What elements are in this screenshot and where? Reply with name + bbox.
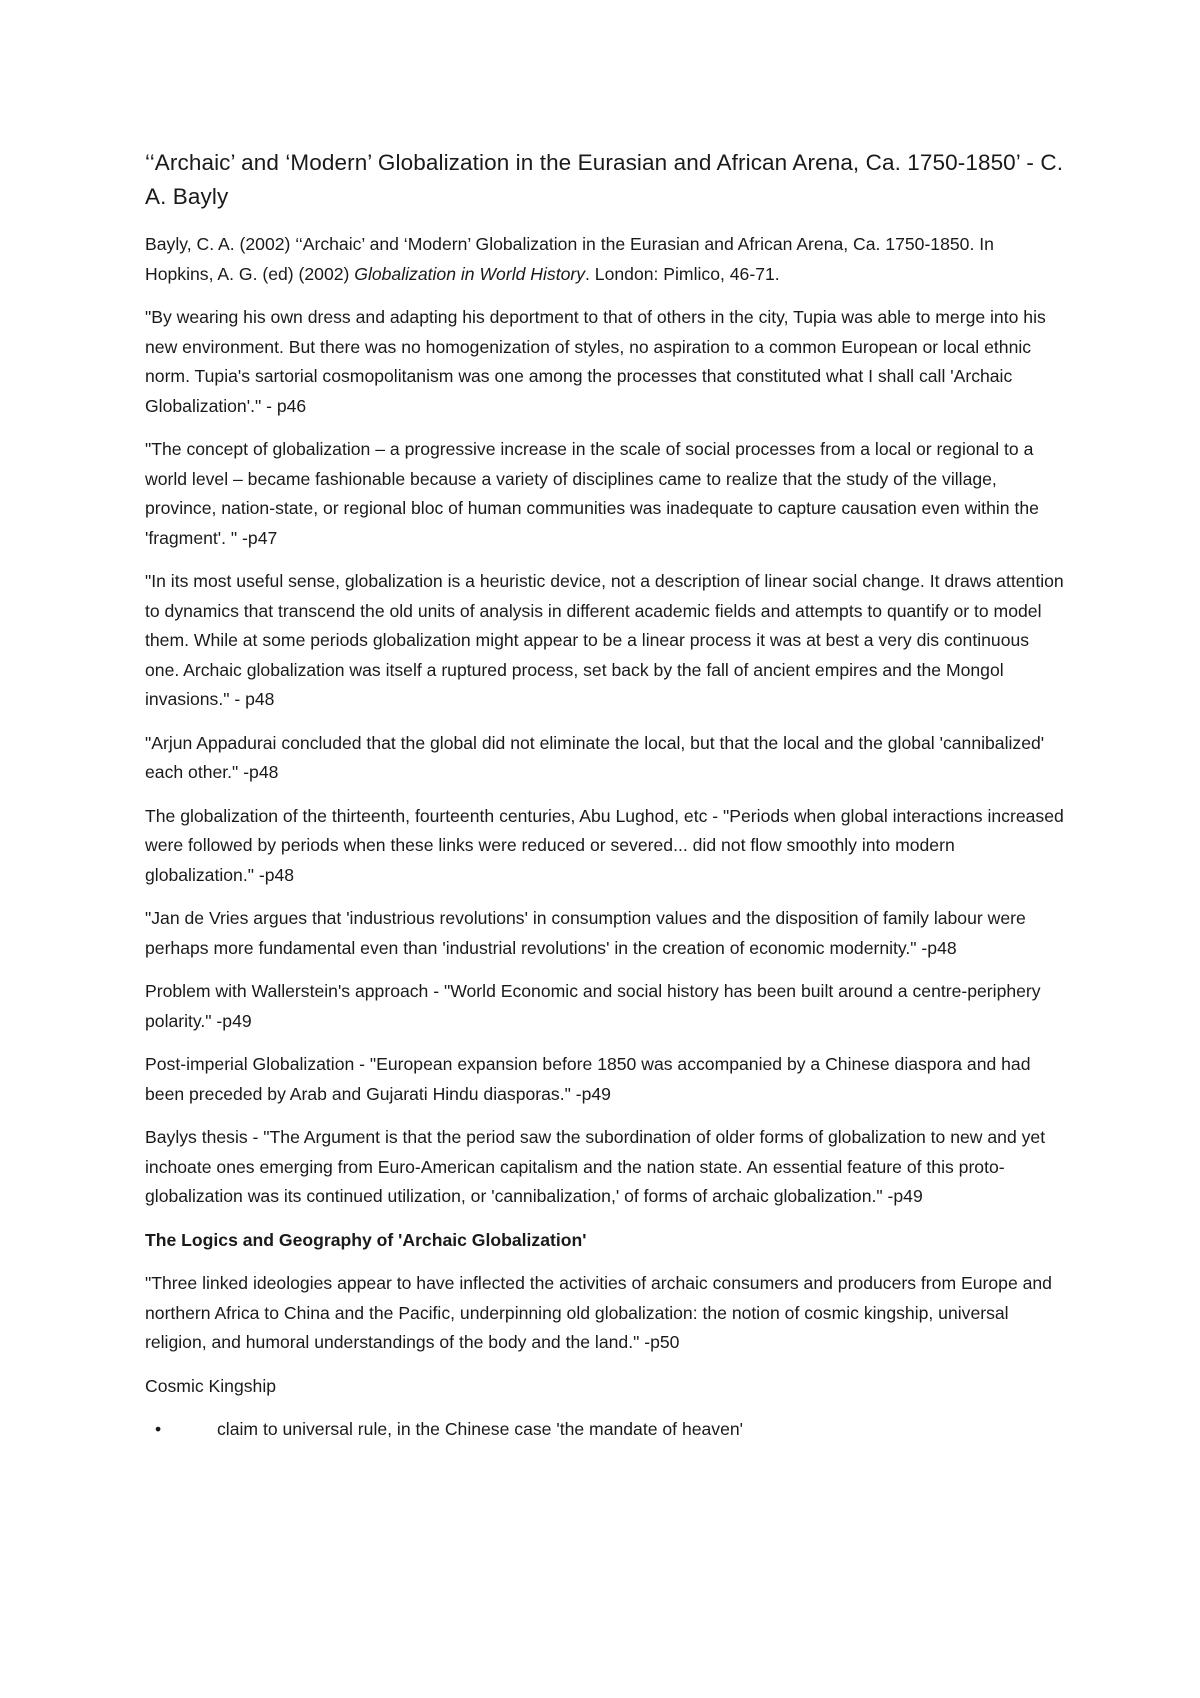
section-paragraph: "Three linked ideologies appear to have inflected the activities of archaic consumers and producers from Europe and northern Africa to China and the Pacific, underpinning old globalization: the notion of cosmic kingship, universal religion, and humoral understandings of the body and the land." -p50	[145, 1273, 1052, 1352]
quote-paragraph: "The concept of globalization – a progressive increase in the scale of social processes from a local or regional to a world level – became fashionable because a variety of disciplines came to realize that the study of the village, province, nation-state, or regional bloc of human communities was inadequate to capture causation even within the 'fragment'. " -p47	[145, 439, 1039, 548]
quote-paragraph: Problem with Wallerstein's approach - "World Economic and social history has been built around a centre-periphery polarity." -p49	[145, 981, 1041, 1031]
citation-publisher: . London: Pimlico, 46-71.	[585, 263, 780, 284]
bullet-list	[145, 1415, 1065, 1445]
subheading: Cosmic Kingship	[145, 1375, 277, 1396]
quote-paragraph: "By wearing his own dress and adapting his deportment to that of others in the city, Tupia was able to merge into his new environment. But there was no homogenization of styles, no aspiration to a common European or local ethnic norm. Tupia's sartorial cosmopolitanism was one among the processes that constituted what I shall call 'Archaic Globalization'." - p46	[145, 307, 1046, 416]
quote-paragraph: Post-imperial Globalization - "European expansion before 1850 was accompanied by a Chinese diaspora and had been preceded by Arab and Gujarati Hindu diasporas." -p49	[145, 1054, 1031, 1104]
quote-paragraph: The globalization of the thirteenth, fourteenth centuries, Abu Lughod, etc - "Periods when global interactions increased were followed by periods when these links were reduced or severed... did not flow smoothly into modern globalization." -p48	[145, 805, 1064, 885]
bullet-icon: •	[155, 1419, 162, 1439]
quote-paragraph: "Jan de Vries argues that 'industrious revolutions' in consumption values and the disposition of family labour were perhaps more fundamental even than 'industrial revolutions' in the creation of economic modernity." -p48	[145, 908, 1026, 958]
quote-paragraph: Baylys thesis - "The Argument is that the period saw the subordination of older forms of globalization to new and yet inchoate ones emerging from Euro-American capitalism and the nation state. An essential feature of this proto-globalization was its continued utilization, or 'cannibalization,' of forms of archaic globalization." -p49	[145, 1127, 1046, 1206]
section-heading: The Logics and Geography of 'Archaic Globalization'	[145, 1229, 587, 1250]
quote-paragraph: "In its most useful sense, globalization is a heuristic device, not a description of linear social change. It draws attention to dynamics that transcend the old units of analysis in different academic fields and attempts to quantify or to model them. While at some periods globalization might appear to be a linear process it was at best a very dis continuous one. Archaic globalization was itself a ruptured process, set back by the fall of ancient empires and the Mongol invasions." - p48	[145, 571, 1064, 709]
document-page	[145, 146, 1065, 1445]
document-title: ‘‘Archaic’ and ‘Modern’ Globalization in the Eurasian and African Arena, Ca. 1750-1850’ - C. A. Bayly	[145, 150, 1064, 209]
citation-book-title: Globalization in World History	[354, 263, 586, 284]
list-item	[145, 1415, 1065, 1445]
citation	[145, 230, 1065, 289]
quote-paragraph: "Arjun Appadurai concluded that the global did not eliminate the local, but that the local and the global 'cannibalized' each other." -p48	[145, 732, 1045, 782]
citation-text: Bayly, C. A. (2002) ‘‘Archaic’ and ‘Modern’ Globalization in the Eurasian and African Arena, Ca. 1750-1850. In Hopkins, A. G. (ed) (2002)	[145, 234, 994, 284]
list-item-text: claim to universal rule, in the Chinese case 'the mandate of heaven'	[217, 1419, 744, 1439]
